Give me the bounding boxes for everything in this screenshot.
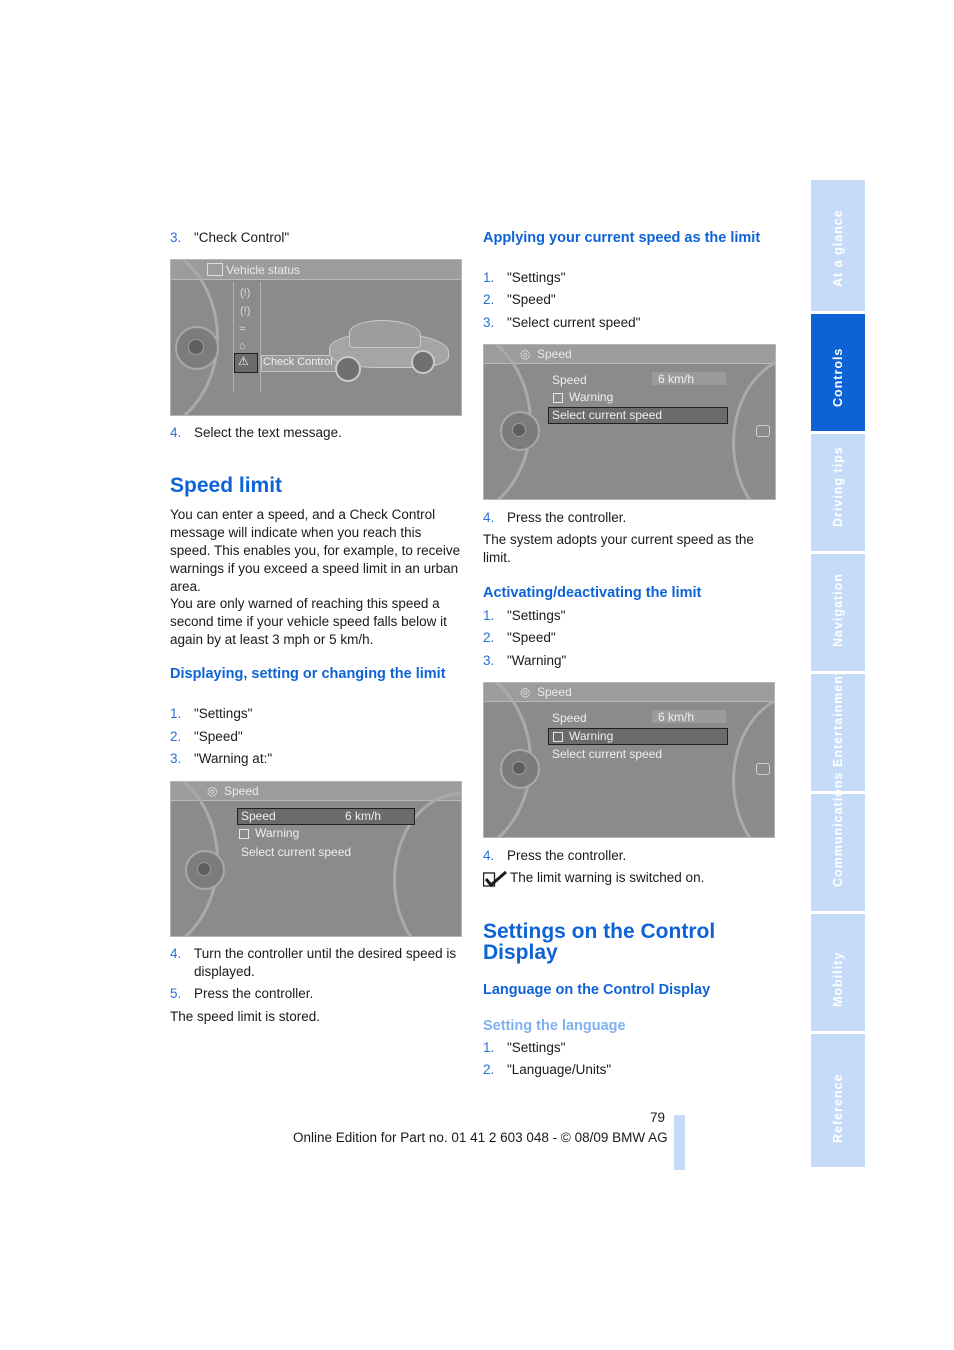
applying-current-speed-heading: Applying your current speed as the limit (483, 230, 761, 246)
list-item (170, 945, 460, 981)
warning-row-label: Warning (569, 729, 614, 743)
language-control-display-heading: Language on the Control Display (483, 982, 711, 998)
step-number: 1. (483, 1040, 495, 1055)
speed-row-value: 6 km/h (658, 372, 695, 386)
checkbox-icon (553, 393, 563, 403)
step-text: "Speed" (507, 630, 556, 645)
step-text: "Settings" (194, 706, 253, 721)
step-number: 2. (170, 729, 182, 744)
tab-label: Entertainment (831, 669, 845, 767)
page-marker-bar (674, 1115, 685, 1170)
select-current-speed-label: Select current speed (552, 747, 663, 761)
speed-icon: ◎ (207, 784, 218, 798)
tab-mobility[interactable] (811, 914, 865, 1031)
step-text: "Settings" (507, 608, 566, 623)
select-current-speed-label: Select current speed (552, 408, 663, 422)
tab-label: At a glance (831, 209, 845, 287)
step-number: 3. (170, 230, 182, 245)
speed-icon: ◎ (520, 347, 531, 361)
step-text: "Check Control" (194, 230, 290, 245)
step-number: 4. (170, 425, 182, 440)
check-control-label: Check Control (263, 356, 333, 368)
edition-footer: Online Edition for Part no. 01 41 2 603 048 - © 08/09 BMW AG (293, 1130, 668, 1145)
tab-controls[interactable] (811, 314, 865, 431)
step-text: "Settings" (507, 1040, 566, 1055)
settings-icon (207, 263, 223, 276)
settings-control-display-title: Settings on the Control Display (483, 920, 716, 964)
car-illustration (321, 306, 451, 386)
step-number: 2. (483, 630, 495, 645)
car-icon: ⌂ (239, 340, 246, 352)
step-number: 3. (170, 751, 182, 766)
step-text: "Settings" (507, 270, 566, 285)
step-text: "Warning at:" (194, 751, 273, 766)
tab-driving-tips[interactable] (811, 434, 865, 551)
speed-row-value: 6 km/h (658, 710, 695, 724)
brake-icon: (ǃ) (240, 305, 251, 317)
warning-row-label: Warning (255, 826, 300, 840)
tab-label: Controls (831, 347, 845, 407)
step-text: Turn the controller until the desired speed is displayed. (194, 946, 457, 979)
screen-header: Speed (537, 347, 572, 361)
warning-triangle-icon: ⚠ (238, 354, 249, 368)
step-number: 3. (483, 653, 495, 668)
speed-menu-screenshot-select-current (483, 344, 776, 500)
step-text: Press the controller. (507, 510, 627, 525)
step-text: "Select current speed" (507, 315, 641, 330)
step-number: 1. (170, 706, 182, 721)
speed-menu-screenshot-speed (170, 781, 462, 937)
step-number: 4. (170, 946, 182, 961)
screen-header: Speed (537, 685, 572, 699)
tab-label: Navigation (831, 573, 845, 647)
activating-deactivating-heading: Activating/deactivating the limit (483, 585, 702, 601)
step-text: Press the controller. (507, 848, 627, 863)
screen-header: Vehicle status (226, 263, 301, 277)
system-adopts-text: The system adopts your current speed as the limit. (483, 532, 754, 565)
tire-pressure-icon: (!) (240, 287, 251, 299)
step-number: 2. (483, 292, 495, 307)
speed-icon: ◎ (520, 685, 531, 699)
tab-communications[interactable] (811, 771, 865, 911)
speed-row-label: Speed (552, 711, 587, 725)
step-text: "Language/Units" (507, 1062, 612, 1077)
tab-label: Driving tips (831, 446, 845, 527)
speed-row-label: Speed (552, 373, 587, 387)
tab-label: Communications (831, 771, 845, 887)
tab-label: Mobility (831, 951, 845, 1007)
speed-limit-title: Speed limit (170, 474, 283, 497)
step-number: 3. (483, 315, 495, 330)
vehicle-status-screenshot (170, 259, 462, 416)
step-number: 5. (170, 986, 182, 1001)
warning-row-label: Warning (569, 390, 614, 404)
step-text: "Speed" (194, 729, 243, 744)
speed-row-label: Speed (241, 809, 276, 823)
speed-limit-intro: You can enter a speed, and a Check Control message will indicate when you reach this speed. This enables you, for example, to receive warnings if you exceed a speed limit in an urban area. (170, 507, 461, 594)
step-number: 4. (483, 848, 495, 863)
checkmark-icon (483, 871, 505, 887)
speed-limit-warning-note: You are only warned of reaching this speed a second time if your vehicle speed falls below it again by at least 3 mph or 5 km/h. (170, 596, 447, 647)
scroll-icon (756, 763, 770, 775)
checkbox-icon (553, 732, 563, 742)
step-text: "Warning" (507, 653, 567, 668)
step-text: Select the text message. (194, 425, 342, 440)
screen-header: Speed (224, 784, 259, 798)
tab-navigation[interactable] (811, 554, 865, 671)
speed-row-value: 6 km/h (345, 809, 382, 823)
setting-language-heading: Setting the language (483, 1018, 626, 1034)
step-number: 2. (483, 1062, 495, 1077)
displaying-setting-heading: Displaying, setting or changing the limit (170, 666, 446, 682)
speed-limit-stored: The speed limit is stored. (170, 1009, 321, 1024)
checkbox-icon (239, 829, 249, 839)
tab-reference[interactable] (811, 1034, 865, 1167)
step-text: "Speed" (507, 292, 556, 307)
step-number: 4. (483, 510, 495, 525)
scroll-icon (756, 425, 770, 437)
limit-switched-on-text: The limit warning is switched on. (510, 870, 705, 885)
step-number: 1. (483, 270, 495, 285)
step-number: 1. (483, 608, 495, 623)
select-current-speed-label: Select current speed (241, 845, 352, 859)
step-text: Press the controller. (194, 986, 314, 1001)
speed-menu-screenshot-warning (483, 682, 775, 838)
tab-at-a-glance[interactable] (811, 180, 865, 311)
tab-label: Reference (831, 1073, 845, 1143)
page-number: 79 (650, 1110, 666, 1125)
oil-icon: ≈ (239, 323, 246, 335)
